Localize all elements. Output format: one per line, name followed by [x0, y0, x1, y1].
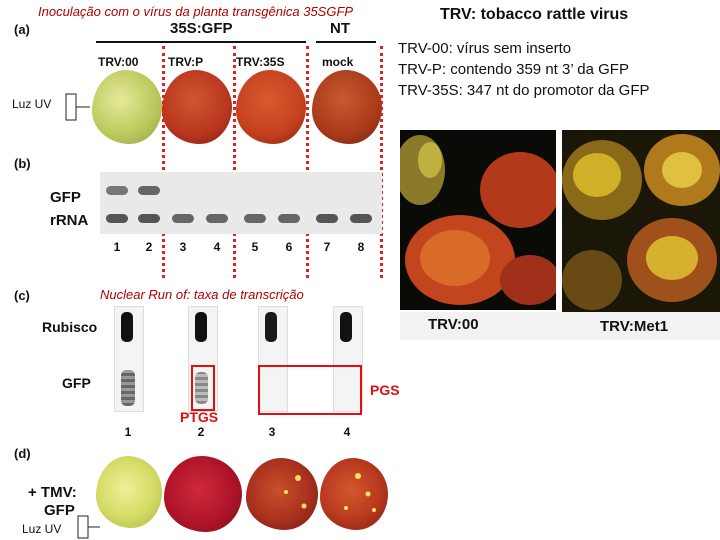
- rubisco-signal-2: [195, 312, 207, 342]
- pgs-label: PGS: [370, 382, 400, 398]
- lane-number: 3: [179, 240, 187, 254]
- lane-separator: [380, 46, 383, 278]
- rubisco-signal-4: [340, 312, 352, 342]
- photo-caption-trv00: TRV:00: [428, 316, 479, 333]
- lane-number: 2: [145, 240, 153, 254]
- gfp-band-2: [138, 186, 160, 195]
- row-label-gfp-c: GFP: [62, 375, 91, 391]
- trv-def-00: TRV-00: vírus sem inserto: [398, 40, 572, 57]
- leaf-trvp: [162, 70, 232, 144]
- rubisco-signal-1: [121, 312, 133, 342]
- panel-c-label: (c): [14, 288, 30, 303]
- uv-label-d: Luz UV: [22, 522, 62, 536]
- rrna-band-4: [206, 214, 228, 223]
- group-underline-gfp: [96, 41, 306, 43]
- uv-lamp-icon: [64, 92, 92, 124]
- trv-definitions: [398, 38, 650, 101]
- lane-number: 8: [357, 240, 365, 254]
- inoculation-title: Inoculação com o vírus da planta transgênica 35SGFP: [38, 4, 354, 19]
- photo-caption-trvmet1: TRV:Met1: [600, 318, 669, 335]
- leaf-d-1: [96, 456, 162, 528]
- lane-number: 4: [213, 240, 221, 254]
- rrna-band-8: [350, 214, 372, 223]
- lane-number: 7: [323, 240, 331, 254]
- rrna-band-5: [244, 214, 266, 223]
- gfp-band-1: [106, 186, 128, 195]
- panel-d-label: (d): [14, 446, 31, 461]
- panel-b-label: (b): [14, 156, 31, 171]
- lane-number: 6: [285, 240, 293, 254]
- photo-trv00: [400, 130, 556, 310]
- lane-number: 3: [268, 425, 276, 439]
- nuclear-run-title: Nuclear Run of: taxa de transcrição: [100, 287, 304, 302]
- row-label-gfp: GFP: [50, 189, 81, 206]
- trv-def-35s: TRV-35S: 347 nt do promotor da GFP: [398, 82, 650, 99]
- pgs-highlight-box: [258, 365, 362, 415]
- lane-label-trvp: TRV:P: [168, 55, 204, 69]
- group-underline-nt: [316, 41, 376, 43]
- lane-number: 5: [251, 240, 259, 254]
- rrna-band-6: [278, 214, 300, 223]
- rrna-band-3: [172, 214, 194, 223]
- leaf-d-2: [164, 456, 242, 532]
- lane-separator: [306, 46, 309, 278]
- ptgs-highlight-box: [191, 365, 215, 411]
- gfp-spots: [246, 458, 388, 530]
- lane-number: 1: [113, 240, 121, 254]
- uv-label-a: Luz UV: [12, 97, 52, 111]
- leaf-trv35s: [236, 70, 306, 144]
- uv-lamp-icon: [76, 514, 102, 540]
- rubisco-signal-3: [265, 312, 277, 342]
- trv-title: TRV: tobacco rattle virus: [440, 6, 629, 23]
- lane-label-trv35s: TRV:35S: [236, 55, 285, 69]
- tmv-gfp-label: GFP: [44, 502, 75, 519]
- leaf-mock: [312, 70, 382, 144]
- lane-separator: [233, 46, 236, 278]
- gfp-signal-1: [121, 370, 135, 406]
- lane-separator: [162, 46, 165, 278]
- tmv-label: + TMV:: [28, 484, 77, 501]
- leaf-trv00: [92, 70, 162, 144]
- ptgs-label: PTGS: [180, 409, 219, 425]
- lane-number: 1: [124, 425, 132, 439]
- panel-a-label: (a): [14, 22, 30, 37]
- row-label-rubisco: Rubisco: [42, 319, 98, 335]
- lane-number: 2: [197, 425, 205, 439]
- lane-label-mock: mock: [322, 55, 354, 69]
- lane-label-trv00: TRV:00: [98, 55, 139, 69]
- group-label-nt: NT: [330, 20, 350, 37]
- rrna-band-1: [106, 214, 128, 223]
- lane-number: 4: [343, 425, 351, 439]
- rrna-band-7: [316, 214, 338, 223]
- northern-blot-gel: [100, 172, 382, 234]
- photo-trvmet1: [562, 130, 720, 312]
- row-label-rrna: rRNA: [50, 212, 89, 229]
- rrna-band-2: [138, 214, 160, 223]
- trv-def-p: TRV-P: contendo 359 nt 3’ da GFP: [398, 61, 629, 78]
- group-label-35sgfp: 35S:GFP: [170, 20, 233, 37]
